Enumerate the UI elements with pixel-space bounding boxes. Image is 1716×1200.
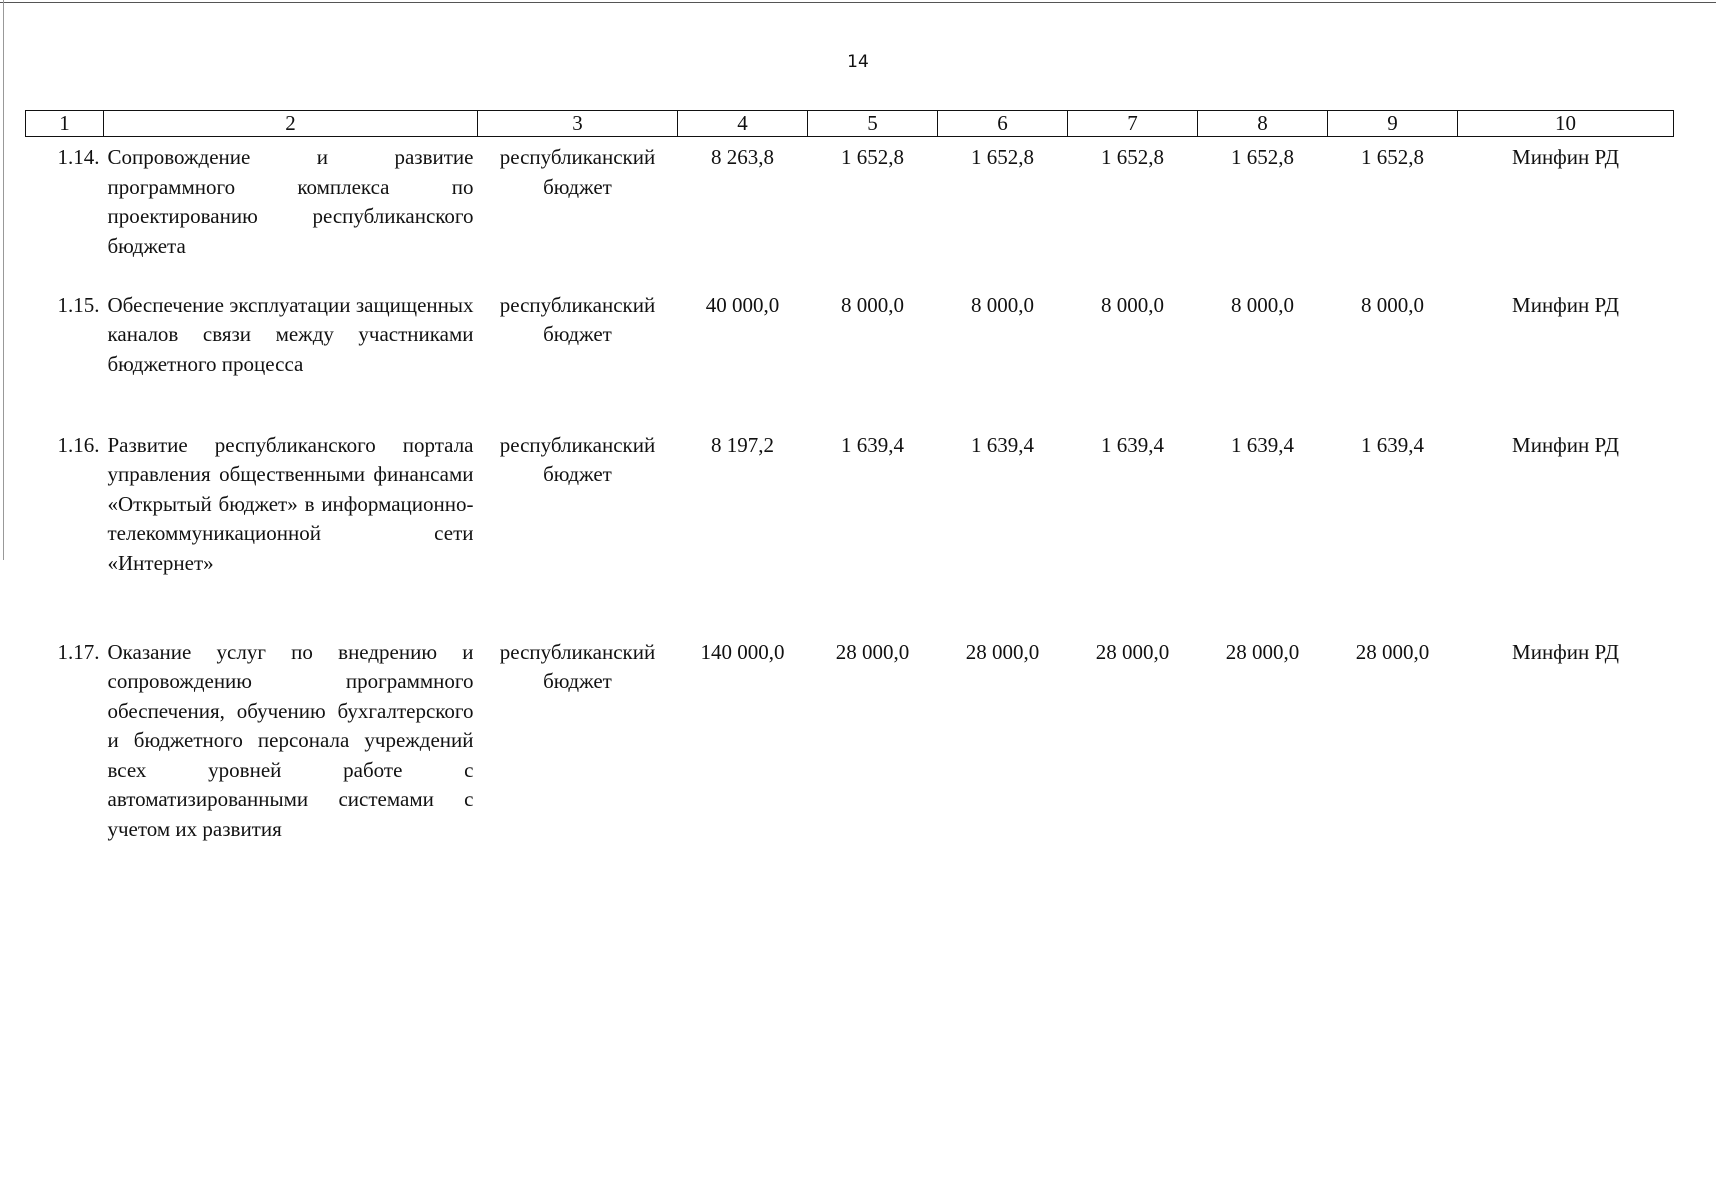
funding-source [478, 632, 678, 872]
row-number: 1.16. [57, 432, 100, 457]
executor: Минфин РД [1512, 639, 1619, 664]
table-row [26, 632, 1674, 872]
value-year-2: 8 000,0 [971, 292, 1034, 317]
column-header: 10 [1458, 111, 1674, 137]
executor: Минфин РД [1512, 292, 1619, 317]
row-number: 1.15. [57, 292, 100, 317]
funding-source [478, 285, 678, 425]
header-row [26, 111, 1674, 137]
column-header: 2 [104, 111, 478, 137]
row-number: 1.17. [57, 639, 100, 664]
top-rule [0, 2, 1716, 3]
value-total: 140 000,0 [700, 639, 785, 664]
value-year-1: 28 000,0 [835, 639, 910, 664]
column-header: 4 [678, 111, 808, 137]
value-year-2: 1 639,4 [971, 432, 1034, 457]
executor: Минфин РД [1512, 145, 1619, 169]
measure-name: Сопровождение и развитие программного комплекса по проектированию республиканского бюджета [107, 145, 474, 258]
value-year-2: 1 652,8 [971, 145, 1034, 169]
column-header: 7 [1068, 111, 1198, 137]
table-row [26, 425, 1674, 632]
executor: Минфин РД [1512, 432, 1619, 457]
value-year-1: 1 652,8 [841, 145, 904, 169]
funding-source-line1: республиканский [499, 432, 656, 457]
value-year-5: 1 639,4 [1361, 432, 1424, 457]
funding-source-line1: республиканский [499, 292, 656, 317]
funding-source-line1: республиканский [499, 145, 656, 169]
column-header: 8 [1198, 111, 1328, 137]
row-number: 1.14. [57, 145, 100, 169]
funding-source-line2: бюджет [543, 174, 612, 199]
column-header: 9 [1328, 111, 1458, 137]
value-total: 40 000,0 [705, 292, 780, 317]
value-year-4: 1 639,4 [1231, 432, 1294, 457]
value-year-3: 8 000,0 [1101, 292, 1164, 317]
value-year-1: 1 639,4 [841, 432, 904, 457]
funding-source [478, 425, 678, 632]
value-total: 8 263,8 [711, 145, 774, 169]
funding-source-line2: бюджет [543, 669, 612, 693]
column-header: 5 [808, 111, 938, 137]
value-year-4: 28 000,0 [1225, 639, 1300, 664]
value-year-3: 28 000,0 [1095, 639, 1170, 664]
left-edge [3, 0, 4, 560]
value-total: 8 197,2 [711, 432, 774, 457]
value-year-4: 8 000,0 [1231, 292, 1294, 317]
value-year-5: 8 000,0 [1361, 292, 1424, 317]
page-number: 14 [847, 52, 869, 72]
value-year-5: 28 000,0 [1355, 639, 1430, 664]
measure-name: Оказание услуг по внедрению и сопровождению программного обеспечения, обучению бухгалтерского и бюджетного персонала учреждений всех уровней работе с автоматизированными системами с учетом их развития [107, 639, 474, 841]
funding-source-line1: республиканский [499, 639, 656, 664]
value-year-5: 1 652,8 [1361, 145, 1424, 169]
funding-source-line2: бюджет [543, 322, 612, 346]
value-year-3: 1 652,8 [1101, 145, 1164, 169]
value-year-2: 28 000,0 [965, 639, 1040, 664]
funding-source-line2: бюджет [543, 462, 612, 486]
table-row [26, 137, 1674, 285]
program-table [25, 110, 1674, 872]
measure-name: Развитие республиканского портала управления общественными финансами «Открытый бюджет» в информационно-телекоммуникационной сети «Интернет» [107, 432, 474, 575]
value-year-3: 1 639,4 [1101, 432, 1164, 457]
funding-source [478, 137, 678, 285]
column-header: 6 [938, 111, 1068, 137]
value-year-4: 1 652,8 [1231, 145, 1294, 169]
measure-name: Обеспечение эксплуатации защищенных каналов связи между участниками бюджетного процесса [107, 292, 474, 376]
column-header: 3 [478, 111, 678, 137]
value-year-1: 8 000,0 [841, 292, 904, 317]
column-header: 1 [26, 111, 104, 137]
table-row [26, 285, 1674, 425]
